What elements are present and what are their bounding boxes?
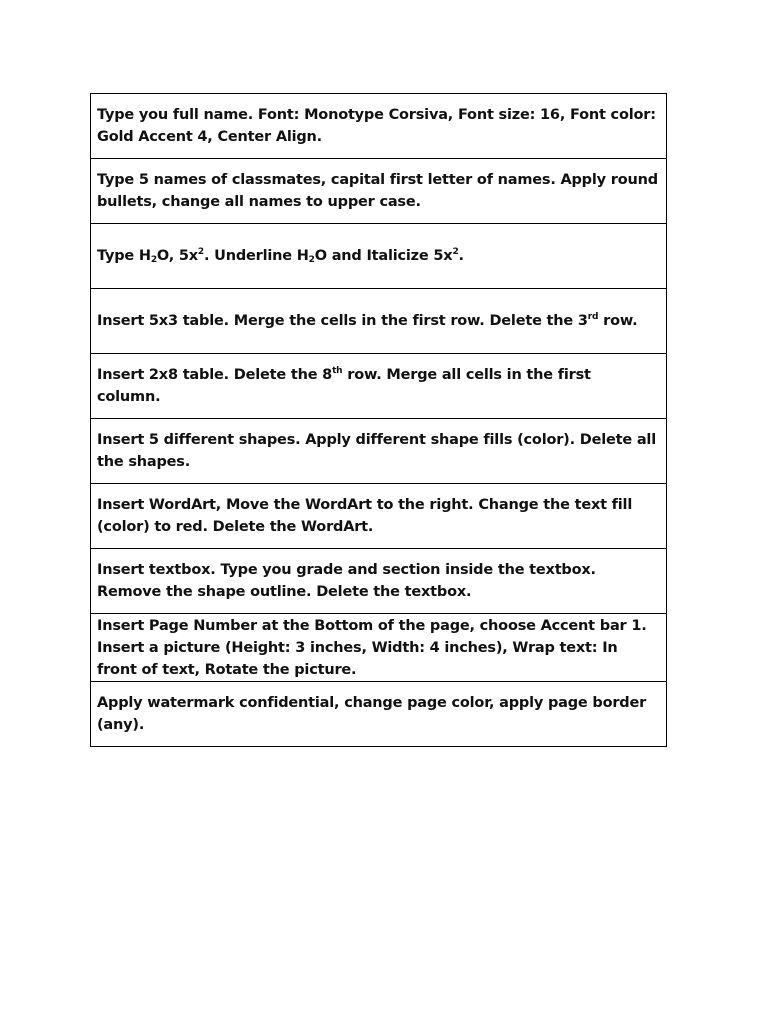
task-text: Insert 5x3 table. Merge the cells in the first row. Delete the 3 [97, 313, 588, 329]
task-text: . Underline H [203, 248, 309, 264]
table-row [91, 159, 667, 224]
task-cell: Insert 5 different shapes. Apply different shape fills (color). Delete all the shapes. [91, 419, 667, 484]
table-row [91, 354, 667, 419]
task-text: O, 5x [156, 248, 198, 264]
task-line: Insert a picture (Height: 3 inches, Width: 4 inches), Wrap text: In front of text, Rotate the picture. [97, 639, 618, 678]
table-row [91, 549, 667, 614]
superscript: 2 [452, 247, 459, 257]
task-line: Insert Page Number at the Bottom of the page, choose Accent bar 1. [97, 617, 647, 634]
table-row [91, 682, 667, 747]
table-row [91, 224, 667, 289]
task-cell: Insert WordArt, Move the WordArt to the right. Change the text fill (color) to red. Delete the WordArt. [91, 484, 667, 549]
task-cell: Apply watermark confidential, change page color, apply page border (any). [91, 682, 667, 747]
table-row [91, 94, 667, 159]
task-text: O and Italicize 5x [314, 248, 453, 264]
task-cell: Insert textbox. Type you grade and section inside the textbox. Remove the shape outline. Delete the textbox. [91, 549, 667, 614]
task-table [90, 93, 667, 747]
task-cell [91, 289, 667, 354]
task-text: row. Merge all cells in the first column. [97, 367, 591, 405]
subscript: 2 [150, 255, 157, 265]
task-cell: Type 5 names of classmates, capital first letter of names. Apply round bullets, change all names to upper case. [91, 159, 667, 224]
table-row [91, 289, 667, 354]
superscript: 2 [197, 247, 204, 257]
task-text: Type H [97, 248, 151, 264]
task-text: row. [598, 313, 638, 329]
superscript: th [332, 366, 343, 376]
table-row [91, 614, 667, 682]
table-row [91, 419, 667, 484]
task-text: Insert 2x8 table. Delete the 8 [97, 367, 333, 383]
table-row [91, 484, 667, 549]
superscript: rd [587, 312, 599, 322]
task-cell: Type you full name. Font: Monotype Corsiva, Font size: 16, Font color: Gold Accent 4, Center Align. [91, 94, 667, 159]
task-cell [91, 224, 667, 289]
task-cell [91, 354, 667, 419]
task-text: . [458, 248, 464, 264]
subscript: 2 [308, 255, 315, 265]
task-cell [91, 614, 667, 682]
